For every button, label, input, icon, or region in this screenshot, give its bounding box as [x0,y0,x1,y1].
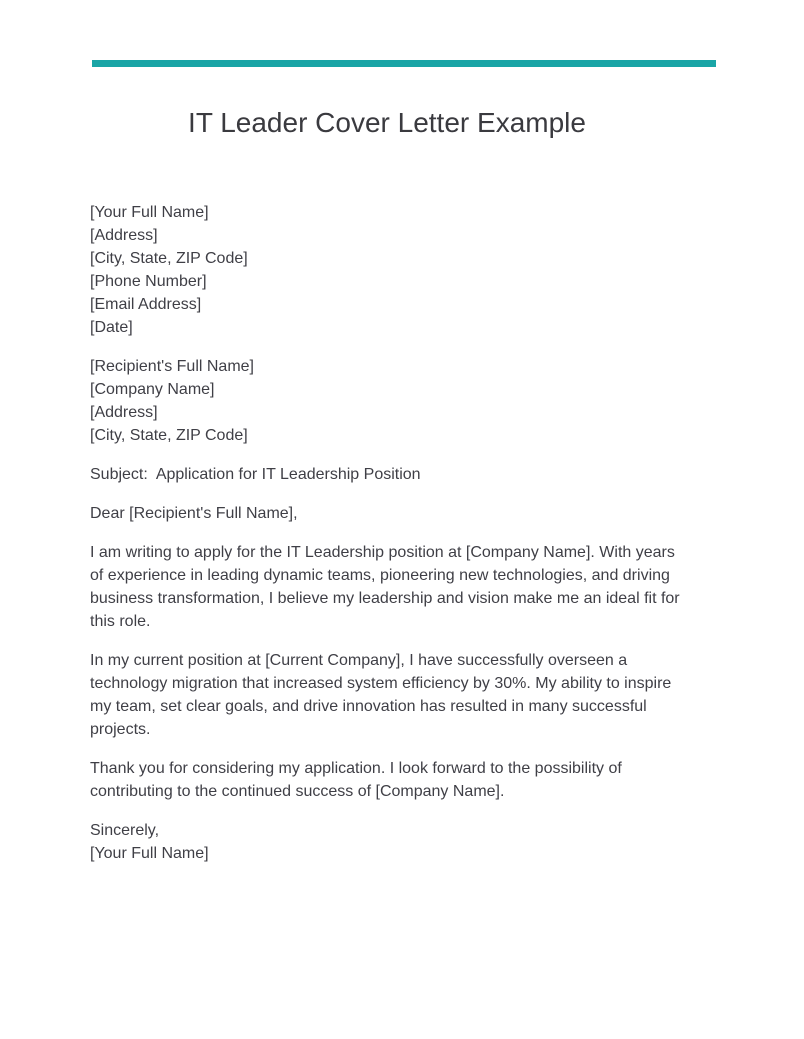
recipient-city: [City, State, ZIP Code] [90,427,248,444]
closing-signature: [Your Full Name] [90,845,209,862]
paragraph-line: I am writing to apply for the IT Leadership position at [Company Name]. With years [90,544,675,561]
sender-email: [Email Address] [90,296,202,313]
recipient-address: [Address] [90,404,158,421]
sender-date: [Date] [90,319,133,336]
greeting [90,502,700,525]
paragraph-thanks [90,757,700,803]
paragraph-intro [90,541,700,633]
sender-city: [City, State, ZIP Code] [90,250,248,267]
paragraph-line: this role. [90,613,151,630]
closing-block [90,819,700,865]
paragraph-line: technology migration that increased system efficiency by 30%. My ability to inspire [90,675,672,692]
recipient-block [90,355,700,447]
paragraph-line: Thank you for considering my application. I look forward to the possibility of [90,760,622,777]
paragraph-line: my team, set clear goals, and drive innovation has resulted in many successful [90,698,647,715]
paragraph-line: of experience in leading dynamic teams, pioneering new technologies, and driving [90,567,670,584]
paragraph-line: projects. [90,721,151,738]
paragraph-line: business transformation, I believe my leadership and vision make me an ideal fit for [90,590,680,607]
accent-bar [92,60,716,67]
subject-line [90,463,700,486]
paragraph-line: In my current position at [Current Company], I have successfully overseen a [90,652,628,669]
sender-phone: [Phone Number] [90,273,207,290]
paragraph-line: contributing to the continued success of [Company Name]. [90,783,505,800]
greeting-text: Dear [Recipient's Full Name], [90,505,298,522]
subject-text: Subject: Application for IT Leadership Position [90,466,421,483]
page-title: IT Leader Cover Letter Example [188,107,586,138]
closing-salutation: Sincerely, [90,822,160,839]
sender-block [90,201,700,339]
paragraph-experience [90,649,700,741]
sender-name: [Your Full Name] [90,204,209,221]
recipient-name: [Recipient's Full Name] [90,358,254,375]
sender-address: [Address] [90,227,158,244]
letter-body [90,201,700,881]
recipient-company: [Company Name] [90,381,215,398]
